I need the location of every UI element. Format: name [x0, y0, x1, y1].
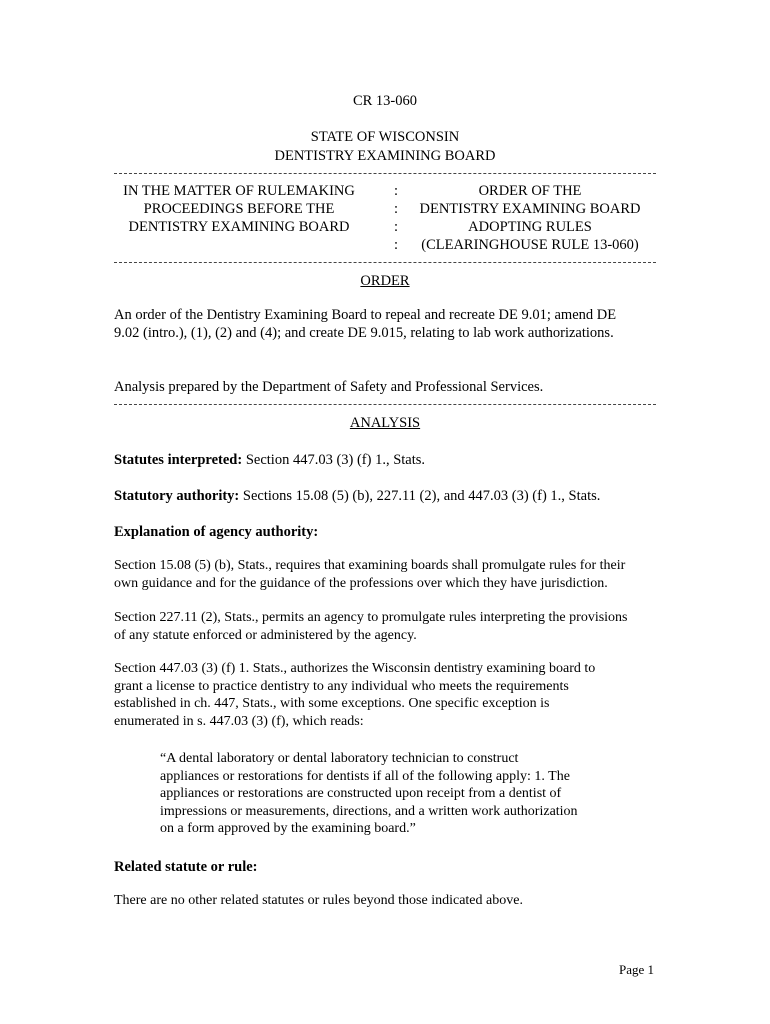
state-heading: STATE OF WISCONSIN	[310, 129, 460, 145]
caption-right	[404, 182, 656, 254]
quote-line: impressions or measurements, directions, and a written work authorization	[160, 803, 578, 819]
statutes-interpreted	[114, 451, 662, 469]
statutory-authority	[114, 487, 662, 505]
statutes-interpreted-label: Statutes interpreted:	[114, 452, 243, 468]
order-heading: ORDER	[360, 273, 410, 289]
caption-left	[114, 182, 364, 236]
statutes-interpreted-text: Section 447.03 (3) (f) 1., Stats.	[245, 452, 426, 468]
analysis-heading: ANALYSIS	[349, 415, 421, 431]
divider-top	[114, 173, 656, 174]
statute-quote	[160, 750, 620, 838]
caption-colon: :	[394, 201, 399, 217]
paragraph-line: established in ch. 447, Stats., with some exceptions. One specific exception is	[114, 696, 550, 711]
related-text: There are no other related statutes or rules beyond those indicated above.	[114, 893, 523, 908]
explanation-heading: Explanation of agency authority:	[114, 524, 319, 540]
caption-colons	[394, 182, 404, 254]
divider-caption	[114, 262, 656, 263]
related-heading: Related statute or rule:	[114, 859, 258, 875]
caption-right-line: ADOPTING RULES	[468, 219, 592, 235]
paragraph-line: Section 15.08 (5) (b), Stats., requires that examining boards shall promulgate rules for their	[114, 558, 626, 573]
caption-right-line: ORDER OF THE	[478, 183, 582, 199]
caption-right-line: DENTISTRY EXAMINING BOARD	[419, 201, 641, 217]
caption-left-line: DENTISTRY EXAMINING BOARD	[128, 219, 350, 235]
statutory-authority-label: Statutory authority:	[114, 488, 240, 504]
caption-colon: :	[394, 219, 399, 235]
board-heading: DENTISTRY EXAMINING BOARD	[274, 148, 496, 164]
order-text-line: 9.02 (intro.), (1), (2) and (4); and create DE 9.015, relating to lab work authorizations.	[114, 325, 614, 341]
paragraph-1	[114, 557, 662, 592]
caption-right-line: (CLEARINGHOUSE RULE 13-060)	[421, 237, 639, 253]
quote-line: on a form approved by the examining board.”	[160, 821, 416, 836]
paragraph-line: own guidance and for the guidance of the professions over which they have jurisdiction.	[114, 575, 608, 591]
analysis-note: Analysis prepared by the Department of Safety and Professional Services.	[114, 379, 544, 395]
paragraph-line: Section 227.11 (2), Stats., permits an agency to promulgate rules interpreting the provisions	[114, 610, 628, 625]
paragraph-line: of any statute enforced or administered by the agency.	[114, 627, 417, 643]
paragraph-line: enumerated in s. 447.03 (3) (f), which reads:	[114, 713, 364, 729]
paragraph-3	[114, 660, 662, 730]
order-text-line: An order of the Dentistry Examining Board to repeal and recreate DE 9.01; amend DE	[114, 307, 617, 323]
caption-left-line: IN THE MATTER OF RULEMAKING	[123, 183, 355, 199]
paragraph-line: Section 447.03 (3) (f) 1. Stats., authorizes the Wisconsin dentistry examining board to	[114, 661, 596, 676]
caption-left-line: PROCEEDINGS BEFORE THE	[143, 201, 335, 217]
page-number: Page 1	[618, 962, 654, 977]
paragraph-line: grant a license to practice dentistry to any individual who meets the requirements	[114, 678, 569, 694]
divider-analysis	[114, 404, 656, 405]
document-number: CR 13-060	[352, 93, 418, 109]
caption-colon: :	[394, 237, 399, 253]
order-text	[114, 306, 662, 342]
paragraph-2	[114, 609, 662, 644]
quote-line: appliances or restorations are constructed upon receipt from a dentist of	[160, 786, 562, 801]
caption-colon: :	[394, 183, 399, 199]
quote-line: “A dental laboratory or dental laboratory technician to construct	[160, 751, 519, 766]
quote-line: appliances or restorations for dentists if all of the following apply: 1. The	[160, 768, 570, 784]
statutory-authority-text: Sections 15.08 (5) (b), 227.11 (2), and 447.03 (3) (f) 1., Stats.	[242, 488, 601, 504]
